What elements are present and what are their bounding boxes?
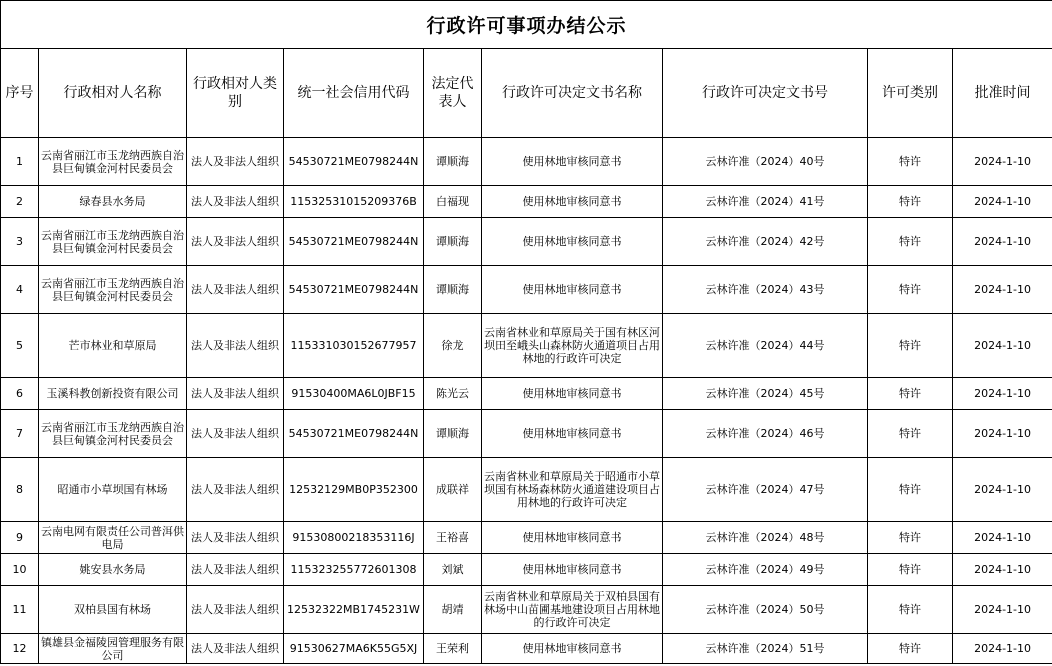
table-row (1, 586, 1052, 634)
cell-name: 云南省丽江市玉龙纳西族自治县巨甸镇金河村民委员会 (39, 266, 187, 314)
cell-approval-date: 2024-1-10 (953, 186, 1052, 218)
cell-seq: 5 (1, 314, 39, 378)
cell-representative: 胡靖 (424, 586, 482, 634)
cell-approval-date: 2024-1-10 (953, 138, 1052, 186)
header-doc-name: 行政许可决定文书名称 (482, 49, 663, 138)
cell-credit-code: 12532129MB0P352300 (284, 458, 424, 522)
cell-seq: 8 (1, 458, 39, 522)
cell-doc-number: 云林许准（2024）45号 (663, 378, 868, 410)
table-row (1, 410, 1052, 458)
cell-approval-date: 2024-1-10 (953, 586, 1052, 634)
cell-seq: 9 (1, 522, 39, 554)
header-row (1, 49, 1052, 138)
cell-permit-type: 特许 (868, 266, 953, 314)
cell-doc-name: 云南省林业和草原局关于双柏县国有林场中山苗圃基地建设项目占用林地的行政许可决定 (482, 586, 663, 634)
cell-representative: 王荣利 (424, 634, 482, 664)
cell-doc-name: 使用林地审核同意书 (482, 378, 663, 410)
cell-credit-code: 54530721ME0798244N (284, 218, 424, 266)
header-permit-type: 许可类别 (868, 49, 953, 138)
table-row (1, 138, 1052, 186)
cell-credit-code: 115331030152677957 (284, 314, 424, 378)
cell-representative: 成联祥 (424, 458, 482, 522)
cell-permit-type: 特许 (868, 634, 953, 664)
cell-doc-name: 使用林地审核同意书 (482, 522, 663, 554)
table-row (1, 634, 1052, 664)
cell-name: 云南省丽江市玉龙纳西族自治县巨甸镇金河村民委员会 (39, 410, 187, 458)
cell-doc-name: 云南省林业和草原局关于国有林区河坝田至峨头山森林防火通道项目占用林地的行政许可决定 (482, 314, 663, 378)
cell-credit-code: 91530400MA6L0JBF15 (284, 378, 424, 410)
header-approval-date: 批准时间 (953, 49, 1052, 138)
table-row (1, 554, 1052, 586)
cell-name: 双柏县国有林场 (39, 586, 187, 634)
cell-credit-code: 11532531015209376B (284, 186, 424, 218)
cell-representative: 白福现 (424, 186, 482, 218)
cell-approval-date: 2024-1-10 (953, 378, 1052, 410)
cell-doc-number: 云林许准（2024）46号 (663, 410, 868, 458)
table-row (1, 186, 1052, 218)
cell-permit-type: 特许 (868, 218, 953, 266)
cell-approval-date: 2024-1-10 (953, 458, 1052, 522)
cell-seq: 7 (1, 410, 39, 458)
cell-name: 云南电网有限责任公司普洱供电局 (39, 522, 187, 554)
cell-credit-code: 12532322MB1745231W (284, 586, 424, 634)
cell-permit-type: 特许 (868, 314, 953, 378)
cell-approval-date: 2024-1-10 (953, 266, 1052, 314)
cell-approval-date: 2024-1-10 (953, 554, 1052, 586)
cell-representative: 谭顺海 (424, 138, 482, 186)
table-row (1, 218, 1052, 266)
cell-doc-number: 云林许准（2024）49号 (663, 554, 868, 586)
cell-doc-name: 使用林地审核同意书 (482, 186, 663, 218)
cell-credit-code: 54530721ME0798244N (284, 266, 424, 314)
cell-approval-date: 2024-1-10 (953, 410, 1052, 458)
cell-name: 云南省丽江市玉龙纳西族自治县巨甸镇金河村民委员会 (39, 218, 187, 266)
cell-doc-name: 使用林地审核同意书 (482, 410, 663, 458)
cell-category: 法人及非法人组织 (187, 458, 284, 522)
cell-seq: 2 (1, 186, 39, 218)
table-row (1, 378, 1052, 410)
cell-category: 法人及非法人组织 (187, 314, 284, 378)
cell-doc-number: 云林许准（2024）41号 (663, 186, 868, 218)
cell-approval-date: 2024-1-10 (953, 634, 1052, 664)
cell-category: 法人及非法人组织 (187, 378, 284, 410)
cell-category: 法人及非法人组织 (187, 522, 284, 554)
table-row (1, 522, 1052, 554)
cell-approval-date: 2024-1-10 (953, 218, 1052, 266)
table-row (1, 266, 1052, 314)
cell-name: 昭通市小草坝国有林场 (39, 458, 187, 522)
cell-category: 法人及非法人组织 (187, 266, 284, 314)
cell-category: 法人及非法人组织 (187, 218, 284, 266)
cell-seq: 1 (1, 138, 39, 186)
cell-representative: 谭顺海 (424, 266, 482, 314)
cell-doc-name: 使用林地审核同意书 (482, 634, 663, 664)
cell-permit-type: 特许 (868, 586, 953, 634)
cell-doc-number: 云林许准（2024）43号 (663, 266, 868, 314)
cell-doc-number: 云林许准（2024）40号 (663, 138, 868, 186)
cell-doc-name: 使用林地审核同意书 (482, 266, 663, 314)
cell-name: 云南省丽江市玉龙纳西族自治县巨甸镇金河村民委员会 (39, 138, 187, 186)
cell-category: 法人及非法人组织 (187, 586, 284, 634)
cell-seq: 6 (1, 378, 39, 410)
cell-representative: 谭顺海 (424, 410, 482, 458)
cell-name: 姚安县水务局 (39, 554, 187, 586)
page-title: 行政许可事项办结公示 (1, 1, 1052, 49)
table-row (1, 458, 1052, 522)
cell-permit-type: 特许 (868, 138, 953, 186)
cell-seq: 12 (1, 634, 39, 664)
table-row (1, 314, 1052, 378)
cell-credit-code: 54530721ME0798244N (284, 410, 424, 458)
cell-name: 镇雄县金福陵园管理服务有限公司 (39, 634, 187, 664)
cell-name: 玉溪科教创新投资有限公司 (39, 378, 187, 410)
header-credit-code: 统一社会信用代码 (284, 49, 424, 138)
cell-doc-number: 云林许准（2024）50号 (663, 586, 868, 634)
cell-representative: 谭顺海 (424, 218, 482, 266)
cell-seq: 4 (1, 266, 39, 314)
cell-category: 法人及非法人组织 (187, 554, 284, 586)
cell-doc-name: 使用林地审核同意书 (482, 218, 663, 266)
cell-permit-type: 特许 (868, 554, 953, 586)
cell-doc-number: 云林许准（2024）47号 (663, 458, 868, 522)
cell-category: 法人及非法人组织 (187, 138, 284, 186)
cell-permit-type: 特许 (868, 186, 953, 218)
cell-category: 法人及非法人组织 (187, 186, 284, 218)
header-seq: 序号 (1, 49, 39, 138)
cell-doc-number: 云林许准（2024）51号 (663, 634, 868, 664)
cell-credit-code: 91530800218353116J (284, 522, 424, 554)
cell-doc-name: 云南省林业和草原局关于昭通市小草坝国有林场森林防火通道建设项目占用林地的行政许可决定 (482, 458, 663, 522)
cell-doc-name: 使用林地审核同意书 (482, 554, 663, 586)
cell-representative: 刘斌 (424, 554, 482, 586)
header-representative: 法定代表人 (424, 49, 482, 138)
cell-seq: 10 (1, 554, 39, 586)
cell-category: 法人及非法人组织 (187, 634, 284, 664)
cell-permit-type: 特许 (868, 522, 953, 554)
cell-seq: 3 (1, 218, 39, 266)
cell-doc-number: 云林许准（2024）44号 (663, 314, 868, 378)
cell-permit-type: 特许 (868, 378, 953, 410)
cell-credit-code: 115323255772601308 (284, 554, 424, 586)
cell-representative: 陈光云 (424, 378, 482, 410)
cell-approval-date: 2024-1-10 (953, 314, 1052, 378)
cell-name: 芒市林业和草原局 (39, 314, 187, 378)
cell-approval-date: 2024-1-10 (953, 522, 1052, 554)
cell-name: 绿春县水务局 (39, 186, 187, 218)
cell-doc-number: 云林许准（2024）48号 (663, 522, 868, 554)
cell-credit-code: 54530721ME0798244N (284, 138, 424, 186)
cell-permit-type: 特许 (868, 458, 953, 522)
header-category: 行政相对人类别 (187, 49, 284, 138)
cell-doc-number: 云林许准（2024）42号 (663, 218, 868, 266)
header-name: 行政相对人名称 (39, 49, 187, 138)
cell-category: 法人及非法人组织 (187, 410, 284, 458)
cell-doc-name: 使用林地审核同意书 (482, 138, 663, 186)
cell-seq: 11 (1, 586, 39, 634)
cell-representative: 徐龙 (424, 314, 482, 378)
cell-credit-code: 91530627MA6K55G5XJ (284, 634, 424, 664)
header-doc-number: 行政许可决定文书号 (663, 49, 868, 138)
cell-permit-type: 特许 (868, 410, 953, 458)
cell-representative: 王裕喜 (424, 522, 482, 554)
